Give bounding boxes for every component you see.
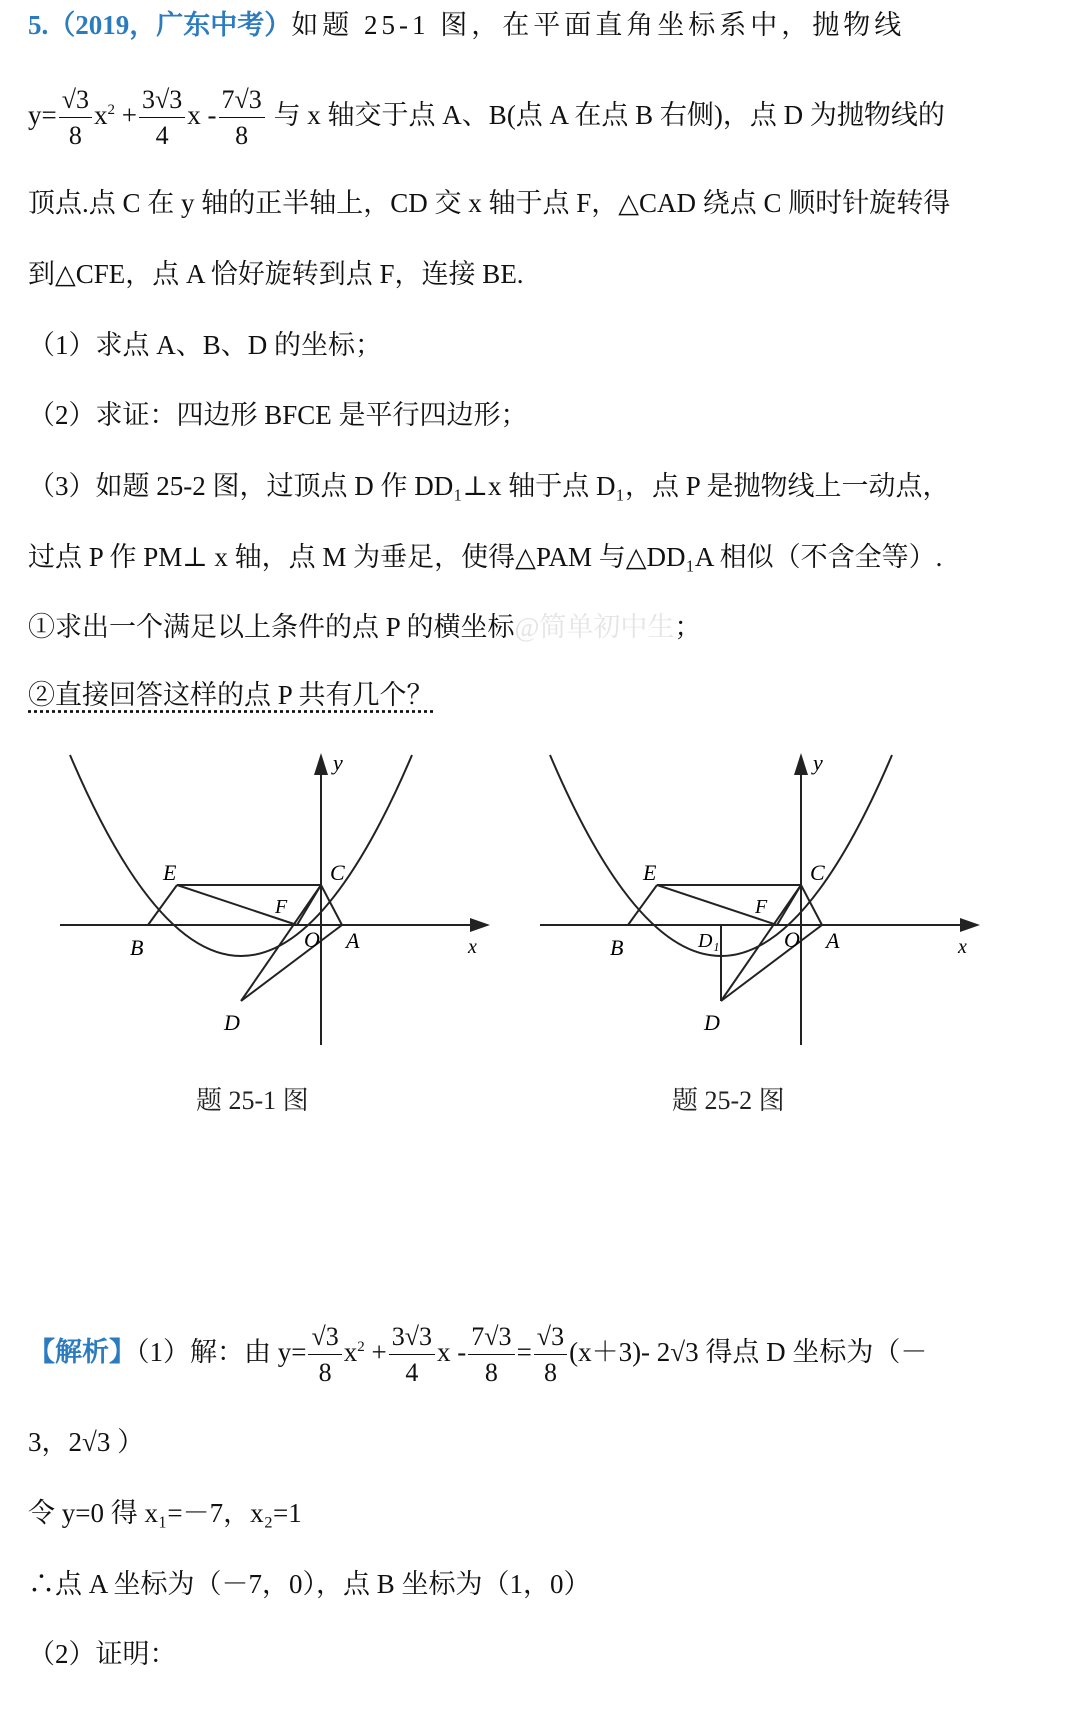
- fig1-label-A: A: [346, 928, 360, 953]
- fig1-label-E: E: [163, 860, 177, 885]
- question-2: （2）求证：四边形 BFCE 是平行四边形；: [28, 400, 528, 430]
- fig2-label-O: O: [784, 927, 800, 952]
- problem-title-line: [28, 8, 905, 42]
- fig1-label-D: D: [224, 1010, 240, 1035]
- fig1-label-O: O: [304, 927, 320, 952]
- eq-tail: 与 x 轴交于点 A、B(点 A 在点 B 右侧)，点 D 为抛物线的: [273, 100, 945, 131]
- fig1-label-B: B: [130, 935, 144, 960]
- question-3b: 过点 P 作 PM⊥ x 轴，点 M 为垂足，使得△PAM 与△DD₁A 相似（不含全等）.: [28, 542, 943, 572]
- figure-25-1-caption: 题 25-1 图: [196, 1086, 309, 1115]
- problem-intro: 如题 25-1 图，在平面直角坐标系中，抛物线: [291, 10, 906, 40]
- question-3d: ②直接回答这样的点 P 共有几个？: [28, 680, 434, 710]
- eq-y: y=: [28, 100, 57, 131]
- fig1-label-x: x: [468, 936, 477, 958]
- figure-25-1: [50, 735, 500, 1065]
- watermark: @简单初中生: [514, 612, 675, 642]
- question-3c: ①求出一个满足以上条件的点 P 的横坐标@简单初中生；: [28, 612, 702, 642]
- vertex-form-tail: (x＋3)- 2√3: [569, 1337, 699, 1368]
- fig1-label-y: y: [333, 750, 343, 775]
- solution-roots: 令 y=0 得 x₁=－7，x₂=1: [28, 1498, 302, 1528]
- fig2-label-A: A: [826, 928, 840, 953]
- solution-part1-line: 【解析】（1）解：由 y= $\frac{√3}{8}$ $x^2$ + $\frac{3√3}{4}$ x - $\frac{7√3}{8}$ = $\frac{√3}{8}$ (x＋3)- 2√3 得点 D 坐标为（－: [28, 1322, 928, 1387]
- fig2-label-x: x: [958, 936, 967, 958]
- fig1-label-F: F: [275, 896, 288, 918]
- fraction-1: $\frac{√3}{8}$: [59, 85, 92, 151]
- fig2-label-B: B: [610, 935, 624, 960]
- problem-line-3: 顶点.点 C 在 y 轴的正半轴上，CD 交 x 轴于点 F，△CAD 绕点 C 顺时针旋转得: [28, 188, 951, 218]
- figure-25-2: [530, 735, 990, 1065]
- fig2-label-F: F: [755, 896, 768, 918]
- question-1: （1）求点 A、B、D 的坐标；: [28, 330, 383, 360]
- fig1-label-C: C: [330, 860, 345, 885]
- question-3a: （3）如题 25-2 图，过顶点 D 作 DD₁⊥x 轴于点 D₁，点 P 是抛物线上一动点，: [28, 471, 950, 501]
- fig2-label-D: D: [704, 1010, 720, 1035]
- problem-line-4: 到△CFE，点 A 恰好旋转到点 F，连接 BE.: [28, 259, 524, 289]
- fraction-2: $\frac{3√3}{4}$: [139, 85, 185, 151]
- problem-source: （2019，广东中考）: [48, 10, 292, 40]
- solution-part2: （2）证明：: [28, 1639, 177, 1669]
- figure-25-2-caption: 题 25-2 图: [672, 1086, 785, 1115]
- solution-d-coord: 3，2√3 ）: [28, 1427, 145, 1457]
- problem-number: 5.: [28, 10, 49, 40]
- solution-ab-coords: ∴点 A 坐标为（－7，0），点 B 坐标为（1，0）: [28, 1569, 591, 1599]
- fig2-label-D1: D₁: [698, 930, 720, 952]
- solution-tag: 【解析】: [28, 1337, 136, 1368]
- fig2-label-y: y: [813, 750, 823, 775]
- parabola-equation-line: y= $\frac{√3}{8}$ $x^2$ + $\frac{3√3}{4}$ x - $\frac{7√3}{8}$ 与 x 轴交于点 A、B(点 A 在点 B 右侧)，点 D 为抛物线的: [28, 85, 945, 150]
- fig2-label-E: E: [643, 860, 657, 885]
- fig2-label-C: C: [810, 860, 825, 885]
- fraction-3: $\frac{7√3}{8}$: [219, 85, 265, 151]
